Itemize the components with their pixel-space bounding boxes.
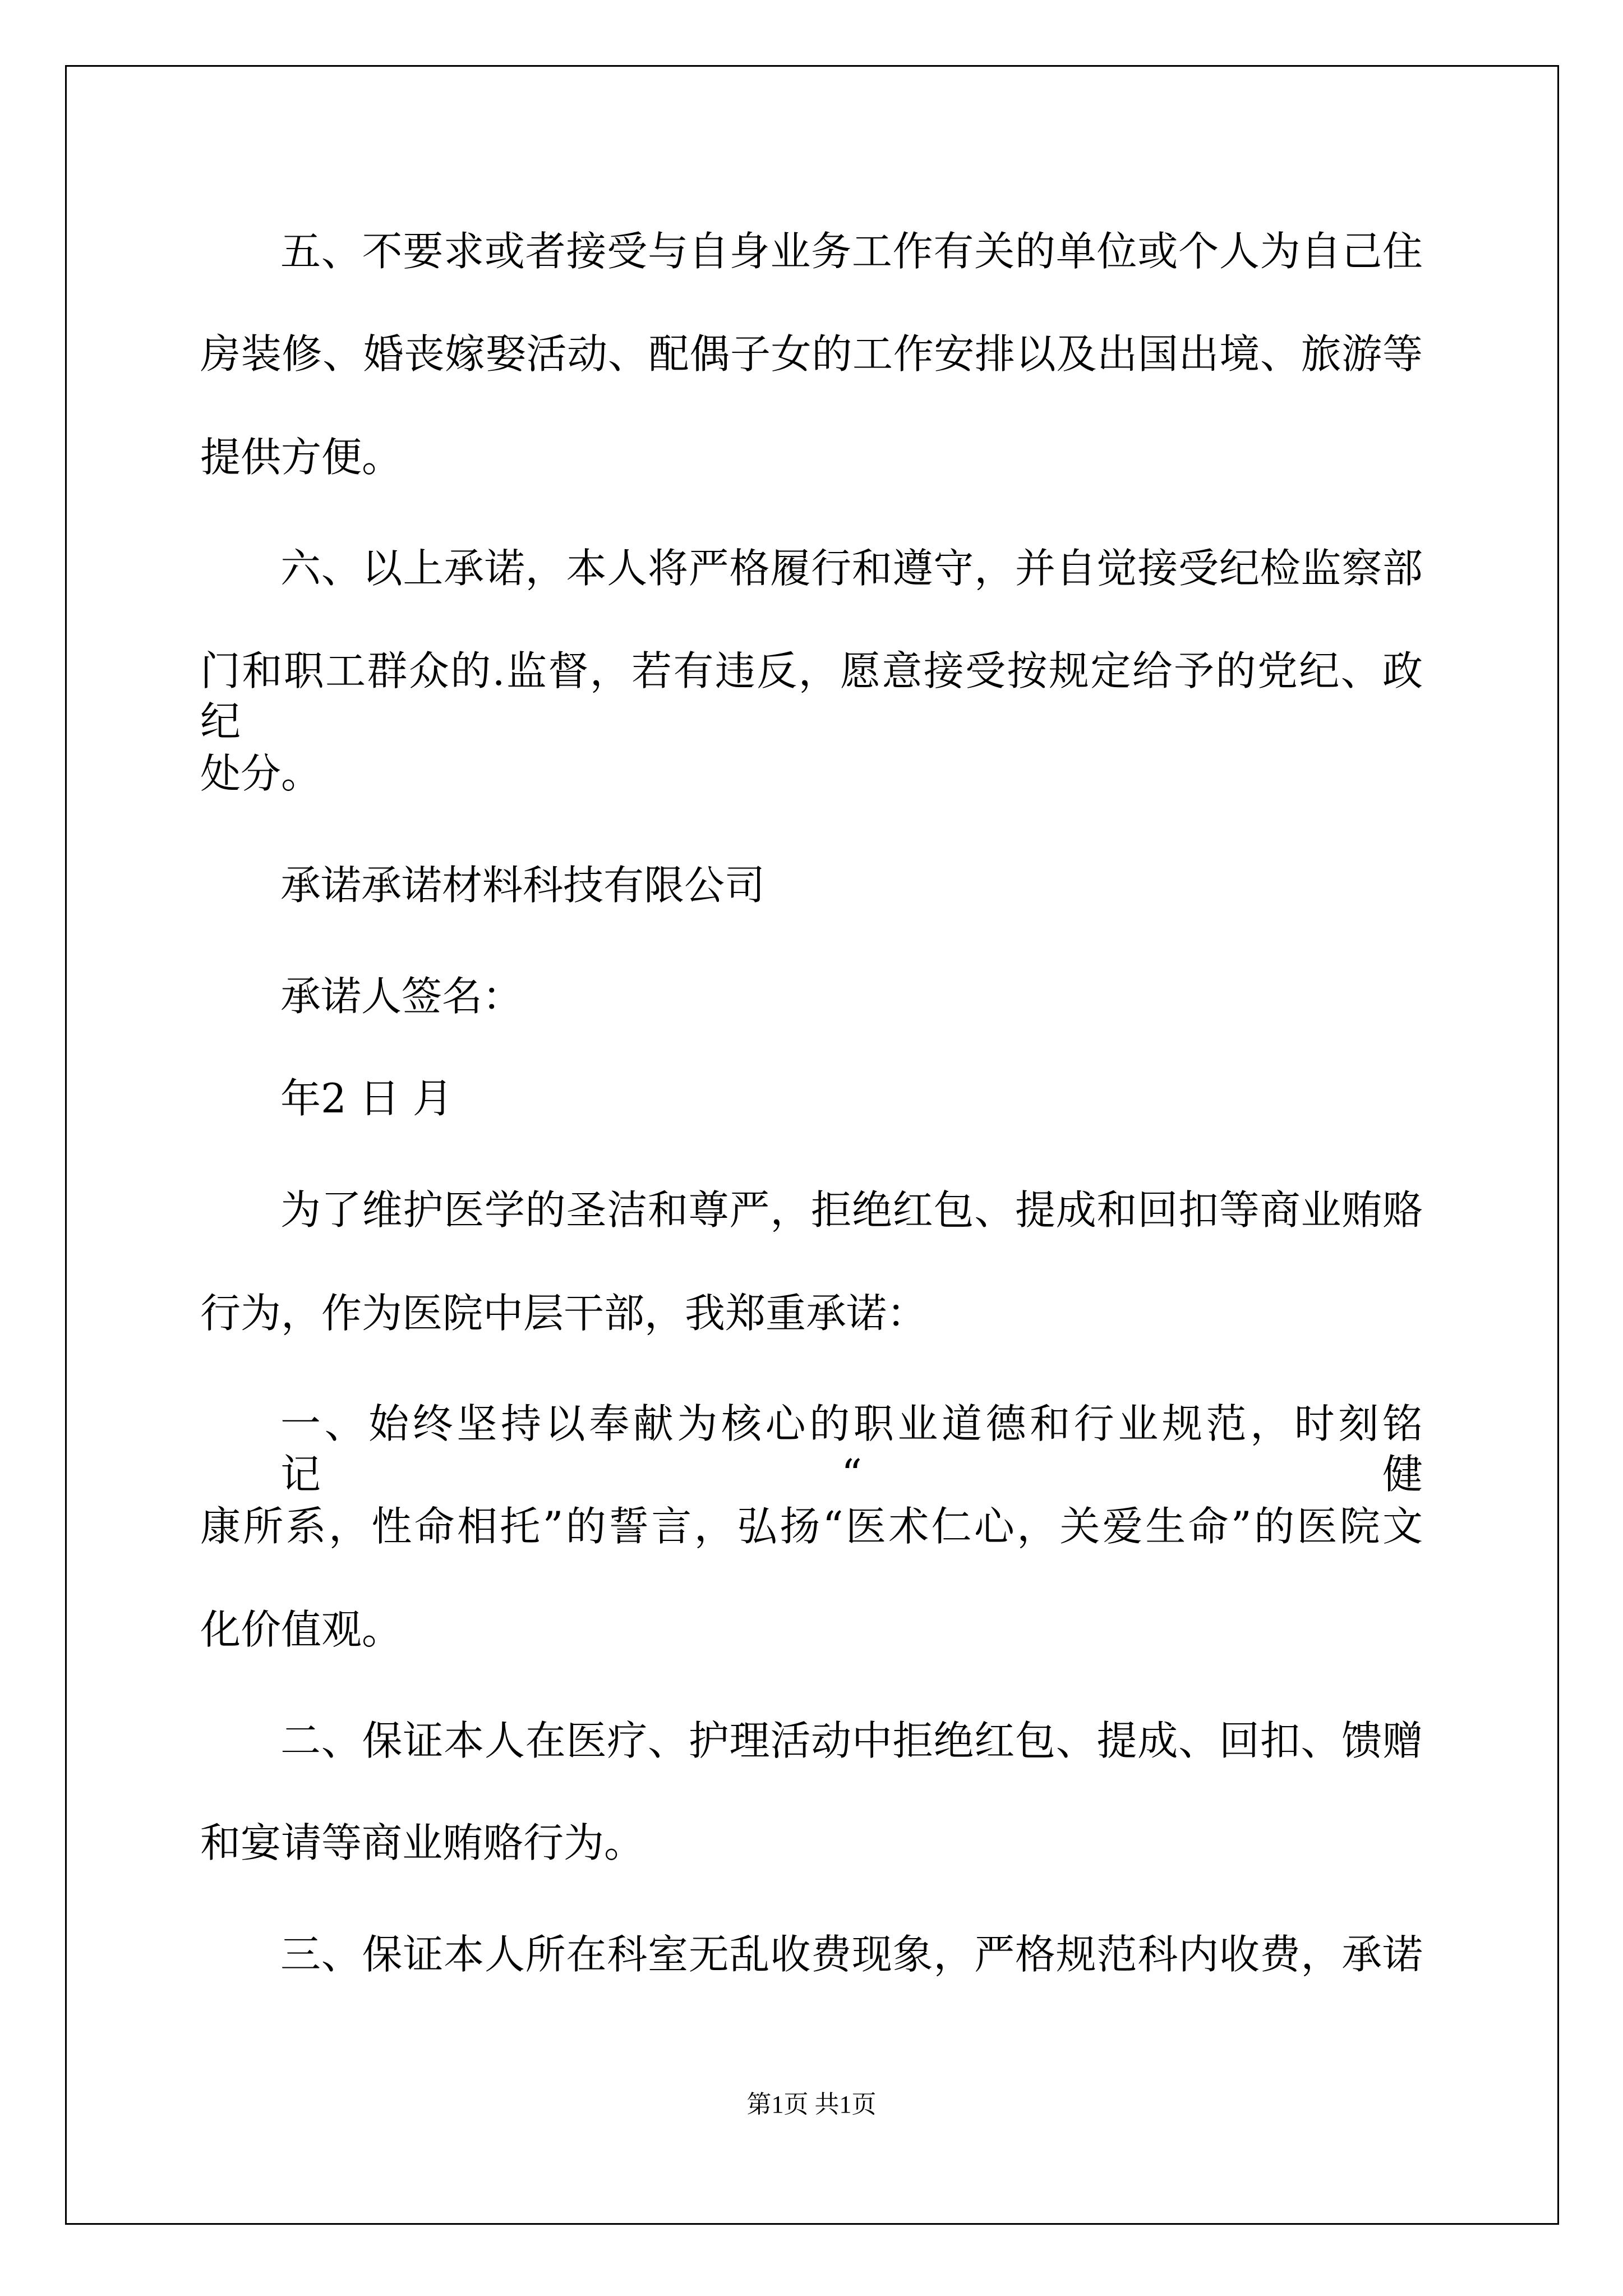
signature-label: 承诺人签名： — [280, 973, 523, 1020]
paragraph-line: 和宴请等商业贿赂行为。 — [200, 1819, 645, 1866]
page-footer: 第1页 共1页 — [746, 2091, 877, 2118]
paragraph-line: 一、始终坚持以奉献为核心的职业道德和行业规范，时刻铭记“健 — [280, 1400, 1423, 1498]
paragraph-line: 门和职工群众的.监督，若有违反，愿意接受按规定给予的党纪、政纪 — [200, 647, 1423, 745]
paragraph-line: 化价值观。 — [200, 1606, 403, 1653]
paragraph-line: 处分。 — [200, 750, 322, 797]
page-border — [65, 65, 1559, 2225]
paragraph-line: 康所系，性命相托”的誓言，弘扬“医术仁心，关爱生命”的医院文 — [200, 1503, 1423, 1550]
paragraph-line: 房装修、婚丧嫁娶活动、配偶子女的工作安排以及出国出境、旅游等 — [200, 330, 1423, 378]
date-line: 年2 日 月 — [280, 1075, 453, 1122]
paragraph-line: 六、以上承诺，本人将严格履行和遵守，并自觉接受纪检监察部 — [280, 545, 1423, 592]
company-name: 承诺承诺材料科技有限公司 — [280, 862, 766, 909]
paragraph-line: 行为，作为医院中层干部，我郑重承诺： — [200, 1290, 928, 1337]
paragraph-line: 二、保证本人在医疗、护理活动中拒绝红包、提成、回扣、馈赠 — [280, 1717, 1423, 1764]
paragraph-line: 提供方便。 — [200, 434, 403, 481]
paragraph-line: 为了维护医学的圣洁和尊严，拒绝红包、提成和回扣等商业贿赂 — [280, 1186, 1423, 1234]
paragraph-line: 三、保证本人所在科室无乱收费现象，严格规范科内收费，承诺 — [280, 1931, 1423, 1978]
paragraph-line: 五、不要求或者接受与自身业务工作有关的单位或个人为自己住 — [280, 228, 1423, 275]
